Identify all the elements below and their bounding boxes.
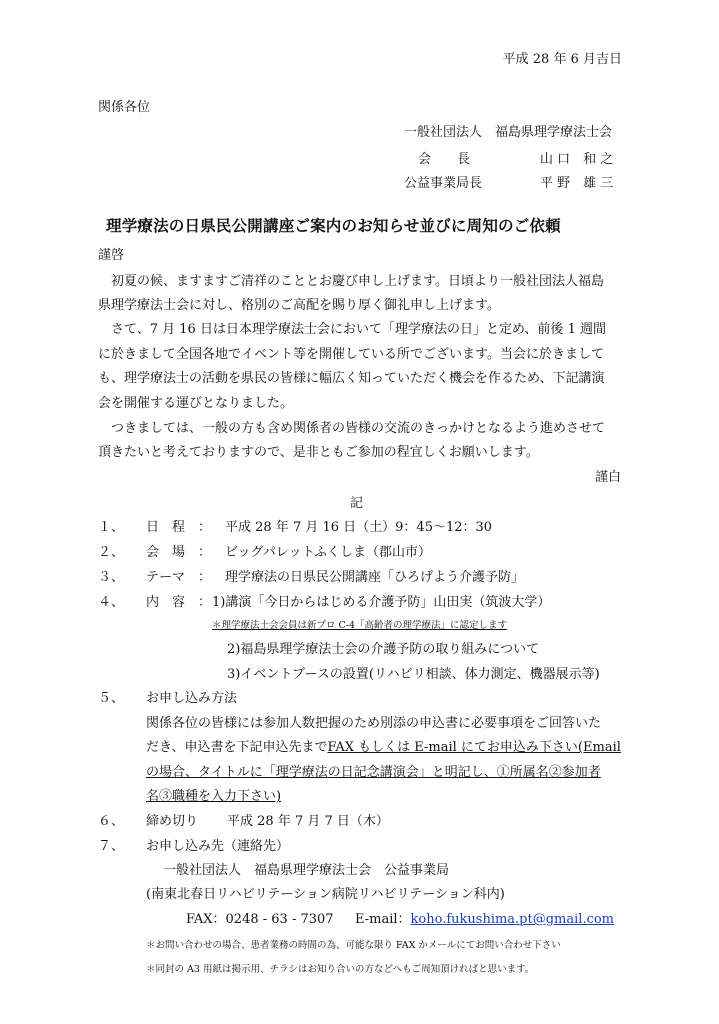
item-4-number: ４、	[98, 595, 125, 610]
body-line: 県理学療法士会に対し、格別のご高配を賜り厚く御礼申し上げます。	[98, 298, 500, 313]
item-5-line: 名③職種を入力下さい)	[146, 789, 282, 804]
body-line: に於きまして全国各地でイベント等を開催している所でございます。当会に於きまして	[98, 347, 604, 362]
item-2-value: ビッグパレットふくしま（郡山市）	[225, 545, 432, 560]
body-line: 初夏の候、ますますご清祥のこととお慶び申し上げます。日頃より一般社団法人福島	[98, 274, 604, 289]
item-5-line: の場合、タイトルに「理学療法の日記念講演会」と明記し、①所属名②参加者	[146, 765, 601, 780]
item-7-label: お申し込み先（連絡先）	[146, 839, 290, 854]
body-line: 会を開催する運びとなりました。	[98, 396, 294, 411]
item-4-value-3: 3)イベントブースの設置(リハビリ相談、体力測定、機器展示等)	[227, 667, 600, 682]
item-5-label: お申し込み方法	[146, 691, 238, 706]
item-7-number: ７、	[98, 839, 125, 854]
item-3-value: 理学療法の日県民公開講座「ひろげよう介護予防」	[225, 570, 525, 585]
footnote: ＊お問い合わせの場合、患者業務の時間の為、可能な限り FAX かメールにてお問い合わせ下さい	[146, 940, 561, 951]
body-line: も、理学療法士の活動を県民の皆様に幅広く知っていただく機会を作るため、下記講演	[98, 371, 605, 386]
footnote: ＊同封の A3 用紙は掲示用、チラシはお知り合いの方などへもご周知頂ければと思います。	[146, 964, 535, 975]
item-4-note: ＊理学療法士会会員は新プロ C-4「高齢者の理学療法」に認定します	[212, 620, 508, 631]
contact-sub: (南東北春日リハビリテーション病院リハビリテーション科内)	[146, 887, 505, 902]
sender-director-name: 平 野 雄 三	[540, 176, 614, 191]
item-1-number: １、	[98, 520, 125, 535]
body-line: つきましては、一般の方も含め関係者の皆様の交流のきっかけとなるよう進めさせて	[98, 421, 606, 436]
document-title: 理学療法の日県民公開講座ご案内のお知らせ並びに周知のご依頼	[106, 217, 561, 235]
closing: 謹白	[594, 470, 621, 485]
sender-org: 一般社団法人 福島県理学療法士会	[404, 125, 613, 140]
contact-org: 一般社団法人 福島県理学療法士会 公益事業局	[163, 863, 450, 878]
item-5-line: 関係各位の皆様には参加人数把握のため別添の申込書に必要事項をご回答いた	[146, 716, 602, 731]
body-line: 頂きたいと考えておりますので、是非ともご参加の程宜しくお願いします。	[98, 445, 539, 460]
item-4-value: 1)講演「今日からはじめる介護予防」山田実（筑波大学）	[212, 595, 551, 610]
contact-fax: FAX：0248 - 63 - 7307	[186, 912, 334, 927]
item-1-label: 日 程 ：	[146, 520, 212, 535]
body-line: さて、7 月 16 日は日本理学療法士会において「理学療法の日」と定め、前後 1 週間	[98, 322, 606, 337]
contact-email-link[interactable]: koho.fukushima.pt@gmail.com	[410, 912, 615, 927]
sender-president-name: 山 口 和 之	[540, 152, 614, 167]
ki-heading: 記	[350, 496, 364, 511]
sender-director-title: 公益事業局長	[404, 176, 483, 191]
item-5-number: ５、	[98, 691, 125, 706]
item-5-line	[146, 739, 621, 757]
item-3-label: テーマ ：	[146, 570, 212, 585]
item-1-value: 平成 28 年 7 月 16 日（土）9：45～12：30	[225, 520, 493, 535]
contact-email-label: E-mail：	[355, 912, 411, 927]
contact-email-row	[355, 911, 614, 929]
item-4-value-2: 2)福島県理学療法士会の介護予防の取り組みについて	[227, 642, 540, 657]
sender-president-title: 会 長	[418, 152, 471, 167]
item-3-number: ３、	[98, 570, 125, 585]
item-4-label: 内 容 ：	[146, 595, 212, 610]
item-6-label: 締め切り	[146, 814, 199, 829]
item-6-value: 平成 28 年 7 月 7 日（木）	[227, 814, 389, 829]
salutation: 謹啓	[98, 248, 125, 263]
item-5-line-plain: だき、申込書を下記申込先まで	[146, 740, 328, 755]
item-5-line-underlined: FAX もしくは E-mail にてお申込み下さい(Email	[327, 740, 621, 755]
addressee: 関係各位	[98, 100, 151, 115]
item-2-number: ２、	[98, 545, 125, 560]
item-6-number: ６、	[98, 814, 125, 829]
item-2-label: 会 場 ：	[146, 545, 212, 560]
issue-date: 平成 28 年 6 月吉日	[502, 52, 622, 67]
